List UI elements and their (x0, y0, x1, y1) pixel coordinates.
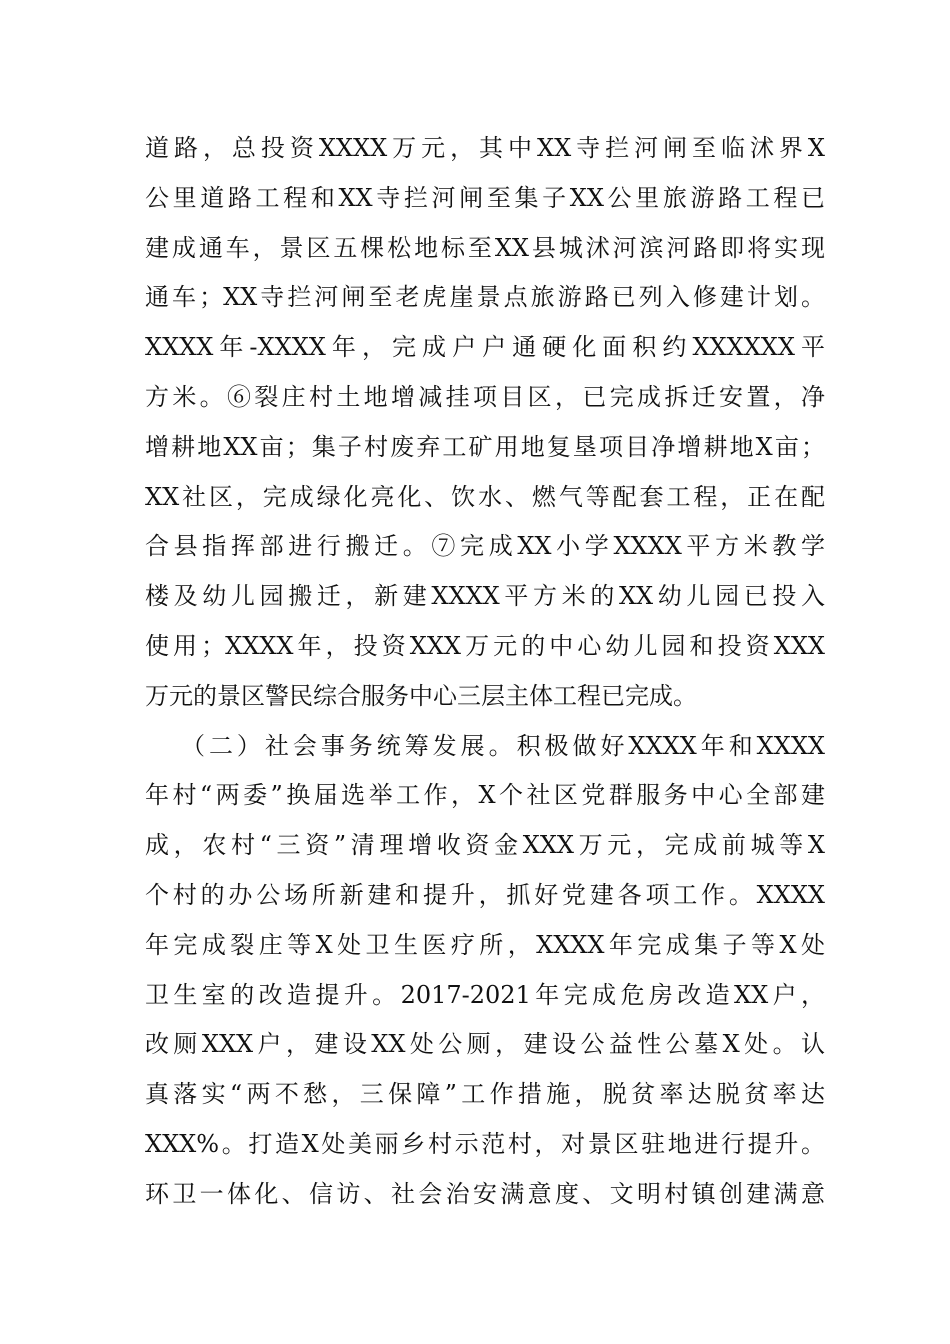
text-line: 使用；XXXX年，投资XXX万元的中心幼儿园和投资XXX (145, 631, 825, 660)
text-line: 年村“两委”换届选举工作，X个社区党群服务中心全部建 (145, 781, 825, 810)
document-body (145, 124, 825, 1220)
text-line: 通车；XX寺拦河闸至老虎崖景点旅游路已列入修建计划。 (145, 283, 825, 312)
text-line: 方米。⑥裂庄村土地增减挂项目区，已完成拆迁安置，净 (145, 382, 825, 411)
text-line: 改厕XXX户，建设XX处公厕，建设公益性公墓X处。认 (145, 1030, 825, 1059)
text-line: 增耕地XX亩；集子村废弃工矿用地复垦项目净增耕地X亩； (145, 432, 825, 461)
text-line: 道路，总投资XXXX万元，其中XX寺拦河闸至临沭界X (145, 134, 825, 162)
text-line: 成，农村“三资”清理增收资金XXX万元，完成前城等X (145, 831, 825, 860)
text-line: 环卫一体化、信访、社会治安满意度、文明村镇创建满意 (145, 1179, 825, 1208)
text-line: 卫生室的改造提升。2017-2021年完成危房改造XX户， (145, 980, 825, 1009)
text-line: 真落实“两不愁，三保障”工作措施，脱贫率达脱贫率达 (145, 1080, 825, 1109)
text-line: 个村的办公场所新建和提升，抓好党建各项工作。XXXX (145, 880, 825, 909)
text-line: XXX%。打造X处美丽乡村示范村，对景区驻地进行提升。 (145, 1129, 825, 1158)
section-heading-line: （二）社会事务统筹发展。积极做好XXXX年和XXXX (181, 731, 825, 760)
text-line: XX社区，完成绿化亮化、饮水、燃气等配套工程，正在配 (145, 482, 825, 511)
text-line: 楼及幼儿园搬迁，新建XXXX平方米的XX幼儿园已投入 (145, 582, 825, 611)
text-line: 万元的景区警民综合服务中心三层主体工程已完成。 (145, 681, 697, 710)
text-line: 合县指挥部进行搬迁。⑦完成XX小学XXXX平方米教学 (145, 532, 825, 561)
text-line: 建成通车，景区五棵松地标至XX县城沭河滨河路即将实现 (145, 233, 825, 262)
text-line: XXXX年-XXXX年，完成户户通硬化面积约XXXXXX平 (145, 333, 825, 362)
text-line: 年完成裂庄等X处卫生医疗所，XXXX年完成集子等X处 (145, 930, 825, 959)
text-line: 公里道路工程和XX寺拦河闸至集子XX公里旅游路工程已 (145, 183, 825, 212)
